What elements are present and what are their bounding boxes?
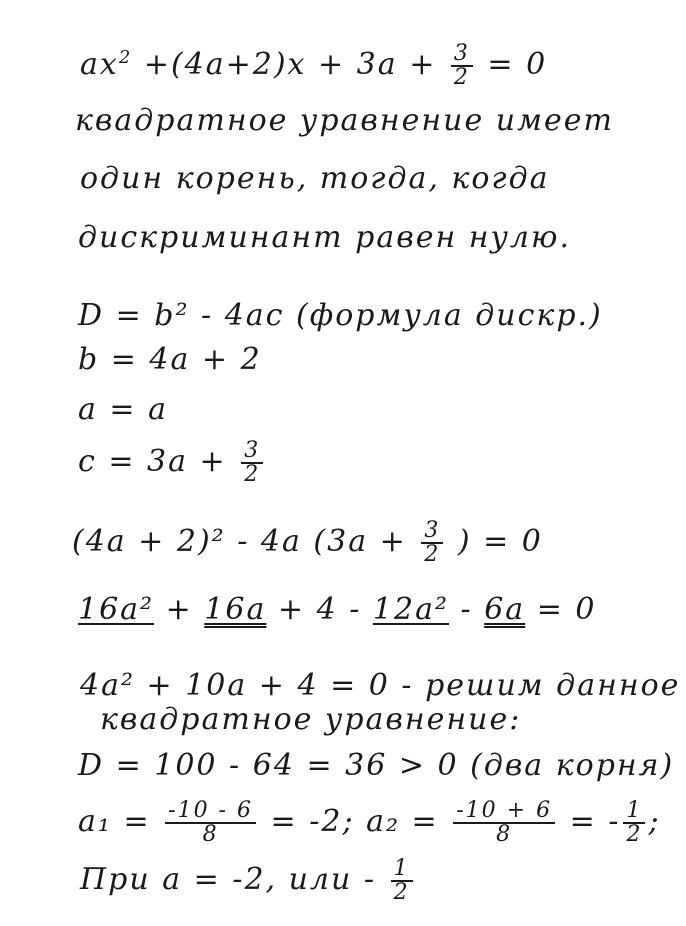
discriminant-formula: D = b² - 4ac (формула дискр.) [78, 298, 603, 333]
eq-end: = 0 [487, 47, 548, 82]
eq-term-ax: ax [80, 47, 119, 82]
term-6a: 6a [484, 592, 526, 627]
root2-result-fraction [623, 800, 645, 846]
a-definition: a = a [78, 392, 168, 427]
c-frac-num: 3 [241, 440, 263, 464]
plus-four-minus: + 4 - [266, 592, 373, 627]
final-text: При a = -2, или - [80, 862, 377, 897]
term-16a2: 16a² [78, 592, 155, 627]
sub-end: ) = 0 [457, 524, 543, 559]
root2-res-num: 1 [623, 800, 645, 824]
term-16a: 16a [204, 592, 267, 627]
final-num: 1 [391, 858, 413, 882]
root2-fraction [453, 800, 555, 846]
root2-den: 8 [496, 822, 513, 847]
eq-middle: +(4a+2)x + 3a + [143, 47, 437, 82]
substitution-line [72, 520, 543, 566]
root1-num: -10 - 6 [165, 800, 256, 824]
c-term: c = 3a + [78, 444, 227, 479]
final-fraction [391, 858, 413, 904]
sub-frac-num: 3 [421, 520, 443, 544]
root2-end: ; [648, 804, 661, 839]
root2-num: -10 + 6 [453, 800, 555, 824]
roots-line [78, 800, 661, 846]
root1-label: a₁ = [78, 804, 151, 839]
root2-res-den: 2 [626, 822, 643, 847]
b-definition: b = 4a + 2 [78, 342, 262, 377]
sub-fraction [421, 520, 443, 566]
equation-line [80, 40, 547, 89]
text-line-2: один корень, тогда, когда [80, 161, 550, 196]
quadratic-line-2: квадратное уравнение: [100, 702, 522, 737]
root1-fraction [165, 800, 256, 846]
text-line-1: квадратное уравнение имеет [75, 103, 614, 138]
minus-sign: - [448, 592, 485, 627]
expansion-line [78, 592, 596, 628]
c-definition [78, 440, 266, 486]
final-den: 2 [393, 880, 410, 905]
term-12a2: 12a² [372, 592, 449, 627]
c-frac-den: 2 [244, 462, 261, 487]
discriminant-value: D = 100 - 64 = 36 > 0 (два корня) [78, 748, 675, 783]
eq-exponent: 2 [118, 47, 133, 68]
plus-sign: + [154, 592, 205, 627]
root2-result: = - [569, 804, 621, 839]
eq-frac-num: 3 [451, 43, 473, 67]
root1-result: = -2; [270, 804, 355, 839]
exp-end: = 0 [525, 592, 597, 627]
c-fraction [241, 440, 263, 486]
root2-label: a₂ = [366, 804, 439, 839]
sub-frac-den: 2 [424, 542, 441, 567]
quadratic-line: 4a² + 10a + 4 = 0 - решим данное [80, 668, 681, 703]
text-line-3: дискриминант равен нулю. [78, 220, 571, 255]
final-answer [80, 858, 416, 904]
root1-den: 8 [202, 822, 219, 847]
eq-frac-den: 2 [453, 65, 470, 90]
eq-fraction [451, 43, 473, 89]
sub-term: (4a + 2)² - 4a (3a + [72, 524, 407, 559]
